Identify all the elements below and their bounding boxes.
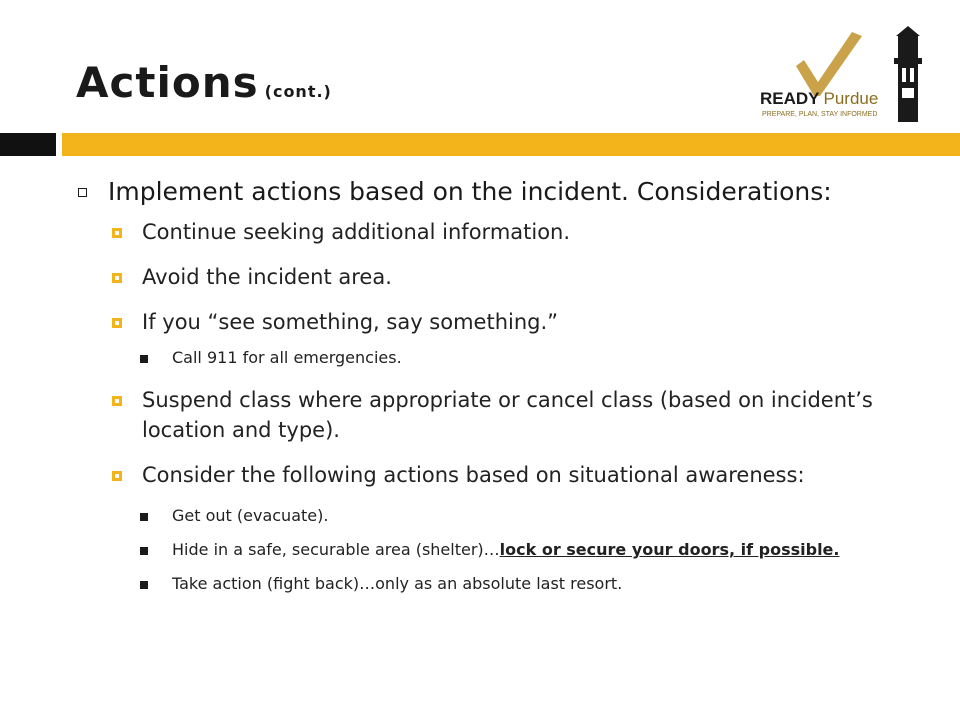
gold-square-bullet-icon (112, 318, 122, 328)
bullet-consider-actions (110, 460, 936, 490)
subbullet-hide (140, 539, 936, 561)
header-rule-gold (62, 133, 960, 156)
ready-purdue-logo (756, 22, 928, 126)
slide-body (76, 176, 936, 607)
subbullet-take-action-text: Take action (fight back)…only as an absolute last resort. (172, 574, 623, 593)
bullet-avoid-area (110, 262, 936, 292)
subbullet-get-out-text: Get out (evacuate). (172, 506, 329, 525)
hollow-square-bullet-icon (78, 188, 87, 197)
logo-brand-bold: READY (760, 89, 820, 108)
logo-tagline: PREPARE, PLAN, STAY INFORMED (762, 111, 878, 118)
subbullet-call-911 (140, 347, 936, 369)
logo-brand-text (760, 89, 878, 108)
logo-brand-name: Purdue (823, 89, 879, 108)
bullet-see-something-text: If you “see something, say something.” (142, 310, 559, 334)
slide-title-suffix: (cont.) (264, 82, 332, 101)
bullet-main (76, 176, 936, 208)
bullet-seek-info-text: Continue seeking additional information. (142, 220, 571, 244)
subbullet-take-action (140, 573, 936, 595)
header-rule-black (0, 133, 56, 156)
slide-title-text: Actions (76, 58, 259, 107)
slide-title (76, 58, 332, 107)
black-square-bullet-icon (140, 513, 148, 521)
black-square-bullet-icon (140, 355, 148, 363)
bullet-suspend-class (110, 385, 936, 445)
checkmark-icon (796, 32, 862, 96)
gold-square-bullet-icon (112, 396, 122, 406)
gold-square-bullet-icon (112, 273, 122, 283)
bullet-see-something (110, 307, 936, 337)
subbullet-hide-emphasis: lock or secure your doors, if possible. (499, 540, 840, 559)
bullet-avoid-area-text: Avoid the incident area. (142, 265, 392, 289)
gold-square-bullet-icon (112, 228, 122, 238)
bullet-main-text: Implement actions based on the incident. Considerations: (108, 177, 832, 206)
black-square-bullet-icon (140, 581, 148, 589)
black-square-bullet-icon (140, 547, 148, 555)
subbullet-get-out (140, 505, 936, 527)
gold-square-bullet-icon (112, 471, 122, 481)
subbullet-call-911-text: Call 911 for all emergencies. (172, 348, 402, 367)
bullet-seek-info (110, 217, 936, 247)
bell-tower-icon (894, 26, 922, 122)
bullet-consider-actions-text: Consider the following actions based on situational awareness: (142, 463, 805, 487)
subbullet-hide-text: Hide in a safe, securable area (shelter)… (172, 540, 500, 559)
bullet-suspend-class-text: Suspend class where appropriate or cancel class (based on incident’s location and type). (142, 388, 873, 442)
